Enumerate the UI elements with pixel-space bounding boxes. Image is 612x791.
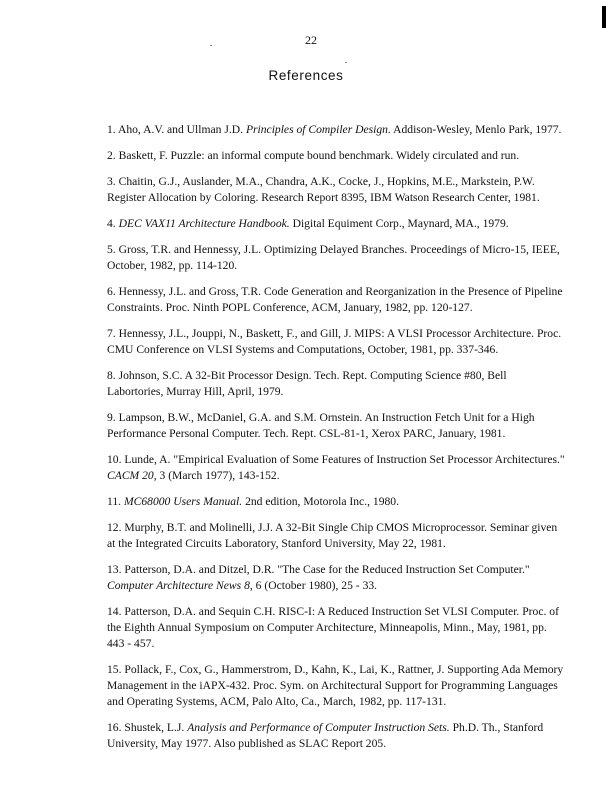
reference-num: 16. bbox=[107, 721, 122, 734]
scan-speck bbox=[210, 45, 212, 46]
reference-ital: CACM 20 bbox=[107, 469, 154, 482]
page-title: References bbox=[268, 68, 344, 83]
reference-num: 3. bbox=[107, 175, 116, 188]
reference-pre: Pollack, F., Cox, G., Hammerstrom, D., Kahn, K., Lai, K., Rattner, J. Supporting Ada Memory Management in the iAPX-432. Proc. Sym. on Architectural Support for Programming Languages and Operating Systems, ACM, Palo Alto, Ca., March, 1982, pp. 117-131. bbox=[107, 663, 564, 708]
reference-item bbox=[107, 326, 565, 358]
reference-post: , 6 (October 1980), 25 - 33. bbox=[249, 579, 378, 592]
reference-num: 8. bbox=[107, 369, 116, 382]
reference-pre: Johnson, S.C. A 32-Bit Processor Design. Tech. Rept. Computing Science #80, Bell Labortories, Murray Hill, April, 1979. bbox=[107, 369, 507, 398]
reference-num: 6. bbox=[107, 285, 116, 298]
reference-num: 15. bbox=[107, 663, 122, 676]
reference-post: , 3 (March 1977), 143-152. bbox=[153, 469, 280, 482]
reference-num: 1. bbox=[107, 123, 116, 136]
reference-pre: Shustek, L.J. bbox=[124, 721, 188, 734]
reference-pre: Lampson, B.W., McDaniel, G.A. and S.M. Ornstein. An Instruction Fetch Unit for a High Performance Personal Computer. Tech. Rept. CSL-81-1, Xerox PARC, January, 1981. bbox=[107, 411, 535, 440]
reference-item bbox=[107, 242, 565, 274]
reference-num: 12. bbox=[107, 521, 122, 534]
reference-item bbox=[107, 368, 565, 400]
reference-item bbox=[107, 720, 565, 752]
reference-item bbox=[107, 452, 565, 484]
reference-num: 11. bbox=[107, 495, 122, 508]
reference-list bbox=[107, 122, 565, 762]
page-number: 22 bbox=[305, 33, 317, 47]
reference-num: 14. bbox=[107, 605, 122, 618]
reference-pre: Patterson, D.A. and Sequin C.H. RISC-I: A Reduced Instruction Set VLSI Computer. Proc. of the Eighth Annual Symposium on Computer Architecture, Minneapolis, Minn., May, 1981, pp. 443 - 457. bbox=[107, 605, 559, 650]
reference-pre: Lunde, A. "Empirical Evaluation of Some Features of Instruction Set Processor Architectures." bbox=[124, 453, 565, 466]
reference-item bbox=[107, 520, 565, 552]
reference-item bbox=[107, 216, 565, 232]
reference-ital: Principles of Compiler Design. bbox=[245, 123, 391, 136]
reference-post: 2nd edition, Motorola Inc., 1980. bbox=[242, 495, 399, 508]
reference-post: Addison-Wesley, Menlo Park, 1977. bbox=[390, 123, 562, 136]
reference-item bbox=[107, 284, 565, 316]
reference-ital: Computer Architecture News 8 bbox=[107, 579, 250, 592]
reference-pre: Hennessy, J.L., Jouppi, N., Baskett, F., and Gill, J. MIPS: A VLSI Processor Architecture. Proc. CMU Conference on VLSI Systems and Computations, October, 1981, pp. 337-346. bbox=[107, 327, 562, 356]
reference-ital: DEC VAX11 Architecture Handbook. bbox=[118, 217, 290, 230]
reference-pre: Patterson, D.A. and Ditzel, D.R. "The Case for the Reduced Instruction Set Computer." bbox=[124, 563, 530, 576]
reference-pre: Baskett, F. Puzzle: an informal compute bound benchmark. Widely circulated and run. bbox=[118, 149, 520, 162]
reference-item bbox=[107, 122, 565, 138]
reference-item bbox=[107, 662, 565, 710]
reference-num: 9. bbox=[107, 411, 116, 424]
reference-item bbox=[107, 562, 565, 594]
reference-item bbox=[107, 148, 565, 164]
reference-pre: Aho, A.V. and Ullman J.D. bbox=[117, 123, 246, 136]
reference-pre: Gross, T.R. and Hennessy, J.L. Optimizing Delayed Branches. Proceedings of Micro-15, IEEE, October, 1982, pp. 114-120. bbox=[107, 243, 560, 272]
reference-num: 5. bbox=[107, 243, 116, 256]
scan-speck bbox=[345, 62, 347, 63]
reference-ital: Analysis and Performance of Computer Instruction Sets. bbox=[187, 721, 450, 734]
reference-post: Ph.D. Th., Stanford University, May 1977. Also published as SLAC Report 205. bbox=[107, 721, 544, 750]
reference-num: 2. bbox=[107, 149, 116, 162]
reference-num: 10. bbox=[107, 453, 122, 466]
scan-edge-mark bbox=[602, 6, 606, 28]
reference-ital: MC68000 Users Manual. bbox=[123, 495, 243, 508]
reference-item bbox=[107, 604, 565, 652]
reference-pre: Chaitin, G.J., Auslander, M.A., Chandra, A.K., Cocke, J., Hopkins, M.E., Markstein, P.W. Register Allocation by Coloring. Research Report 8395, IBM Watson Research Center, 1981. bbox=[107, 175, 540, 204]
reference-num: 13. bbox=[107, 563, 122, 576]
reference-item bbox=[107, 410, 565, 442]
reference-pre: Hennessy, J.L. and Gross, T.R. Code Generation and Reorganization in the Presence of Pipeline Constraints. Proc. Ninth POPL Conference, ACM, January, 1982, pp. 120-127. bbox=[107, 285, 563, 314]
reference-num: 4. bbox=[107, 217, 116, 230]
reference-num: 7. bbox=[107, 327, 116, 340]
reference-item bbox=[107, 494, 565, 510]
reference-item bbox=[107, 174, 565, 206]
reference-pre: Murphy, B.T. and Molinelli, J.J. A 32-Bit Single Chip CMOS Microprocessor. Seminar given at the Integrated Circuits Laboratory, Stanford University, May 22, 1981. bbox=[107, 521, 558, 550]
reference-post: Digital Equiment Corp., Maynard, MA., 1979. bbox=[289, 217, 509, 230]
